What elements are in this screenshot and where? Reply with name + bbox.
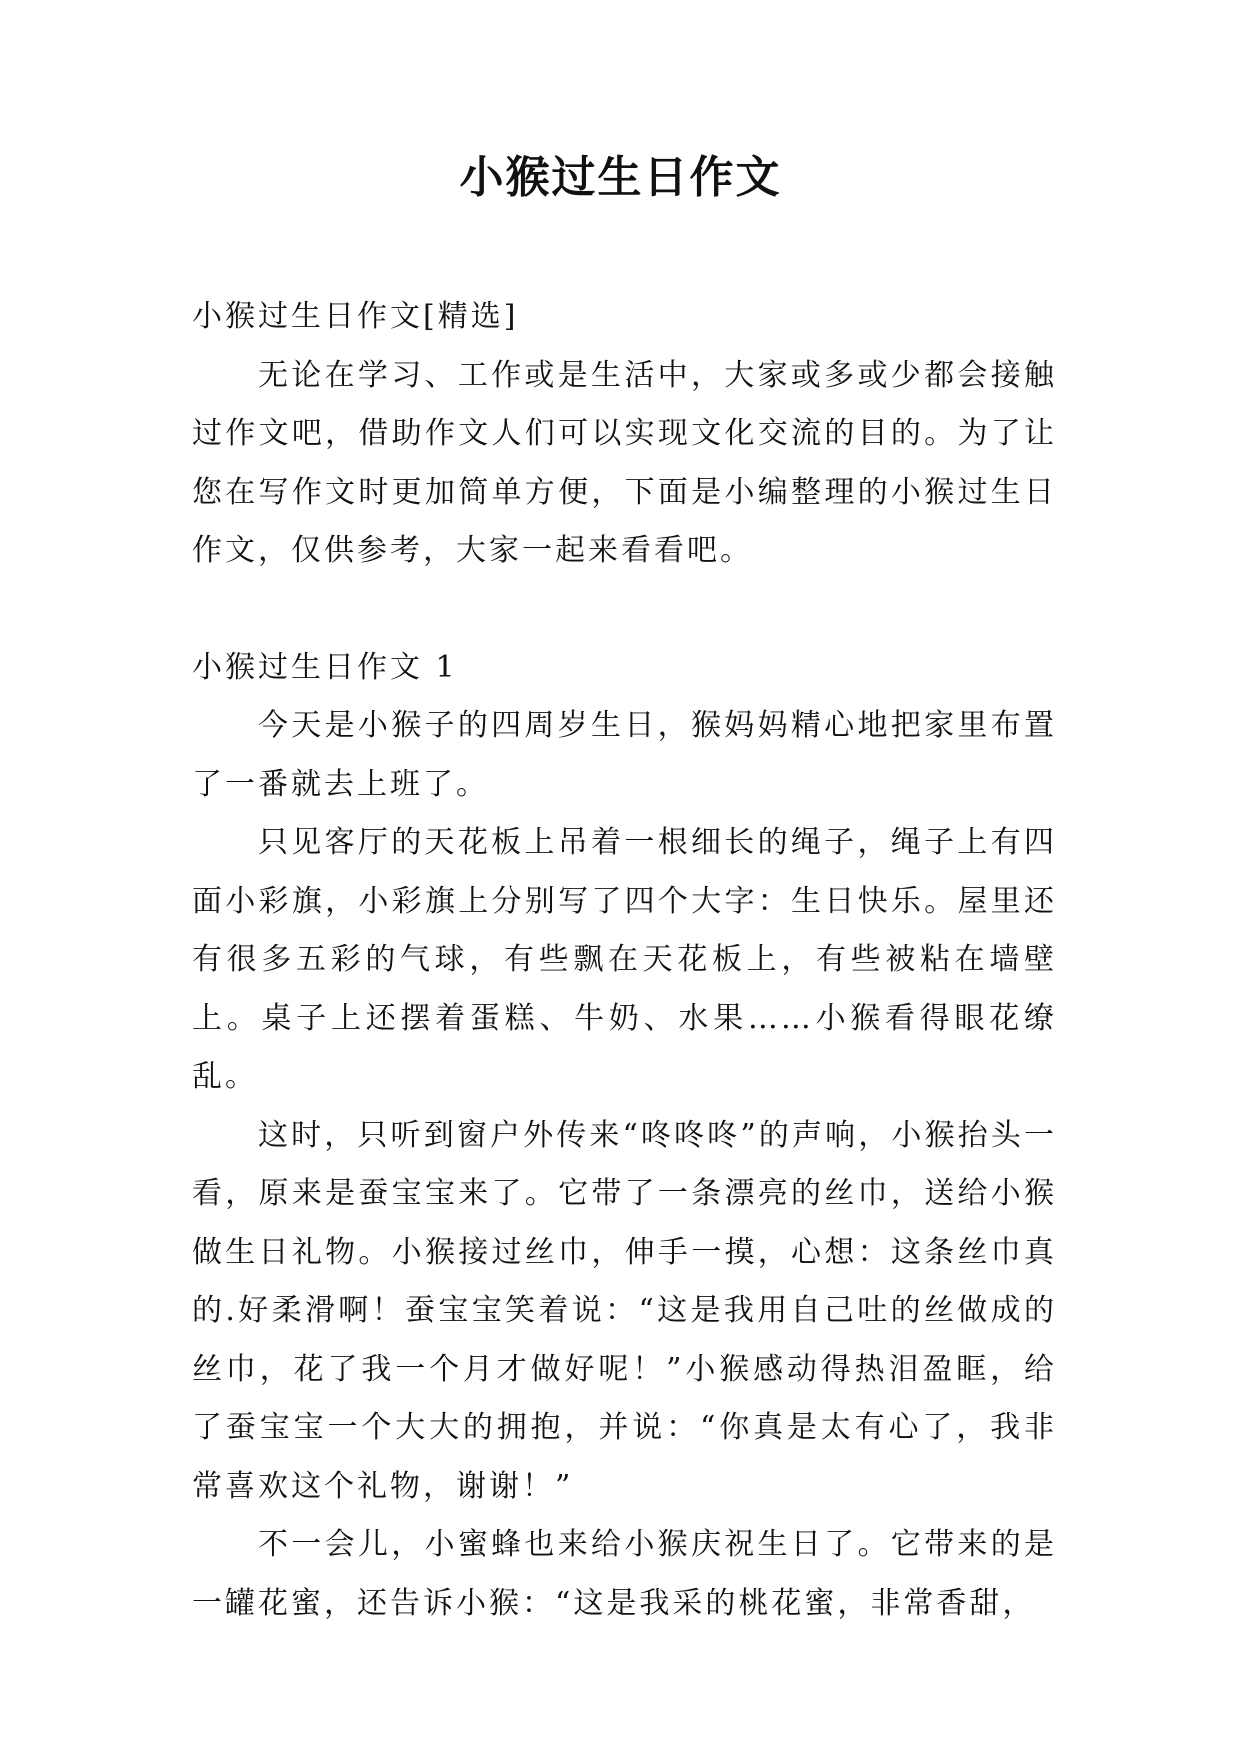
- body-paragraph: 不一会儿，小蜜蜂也来给小猴庆祝生日了。它带来的是一罐花蜜，还告诉小猴：“这是我采的桃花蜜，非常香甜，: [192, 1527, 1057, 1621]
- document-title: 小猴过生日作文: [459, 152, 782, 203]
- section-heading: 小猴过生日作文 1: [192, 649, 458, 685]
- intro-paragraph: 无论在学习、工作或是生活中，大家或多或少都会接触过作文吧，借助作文人们可以实现文化交流的目的。为了让您在写作文时更加简单方便，下面是小编整理的小猴过生日作文，仅供参考，大家一起来看看吧。: [192, 357, 1057, 568]
- document-body: [192, 288, 1057, 1633]
- section-spacer: [192, 581, 1057, 639]
- body-paragraph: 只见客厅的天花板上吊着一根细长的绳子，绳子上有四面小彩旗，小彩旗上分别写了四个大字：生日快乐。屋里还有很多五彩的气球，有些飘在天花板上，有些被粘在墙壁上。桌子上还摆着蛋糕、牛奶、水果……小猴看得眼花缭乱。: [192, 825, 1057, 1094]
- body-paragraph: 这时，只听到窗户外传来“咚咚咚”的声响，小猴抬头一看，原来是蚕宝宝来了。它带了一条漂亮的丝巾，送给小猴做生日礼物。小猴接过丝巾，伸手一摸，心想：这条丝巾真的.好柔滑啊！蚕宝宝笑着说：“这是我用自己吐的丝做成的丝巾，花了我一个月才做好呢！”小猴感动得热泪盈眶，给了蚕宝宝一个大大的拥抱，并说：“你真是太有心了，我非常喜欢这个礼物，谢谢！”: [192, 1117, 1057, 1504]
- document-subtitle: 小猴过生日作文[精选]: [192, 299, 519, 334]
- body-paragraph: 今天是小猴子的四周岁生日，猴妈妈精心地把家里布置了一番就去上班了。: [192, 708, 1057, 802]
